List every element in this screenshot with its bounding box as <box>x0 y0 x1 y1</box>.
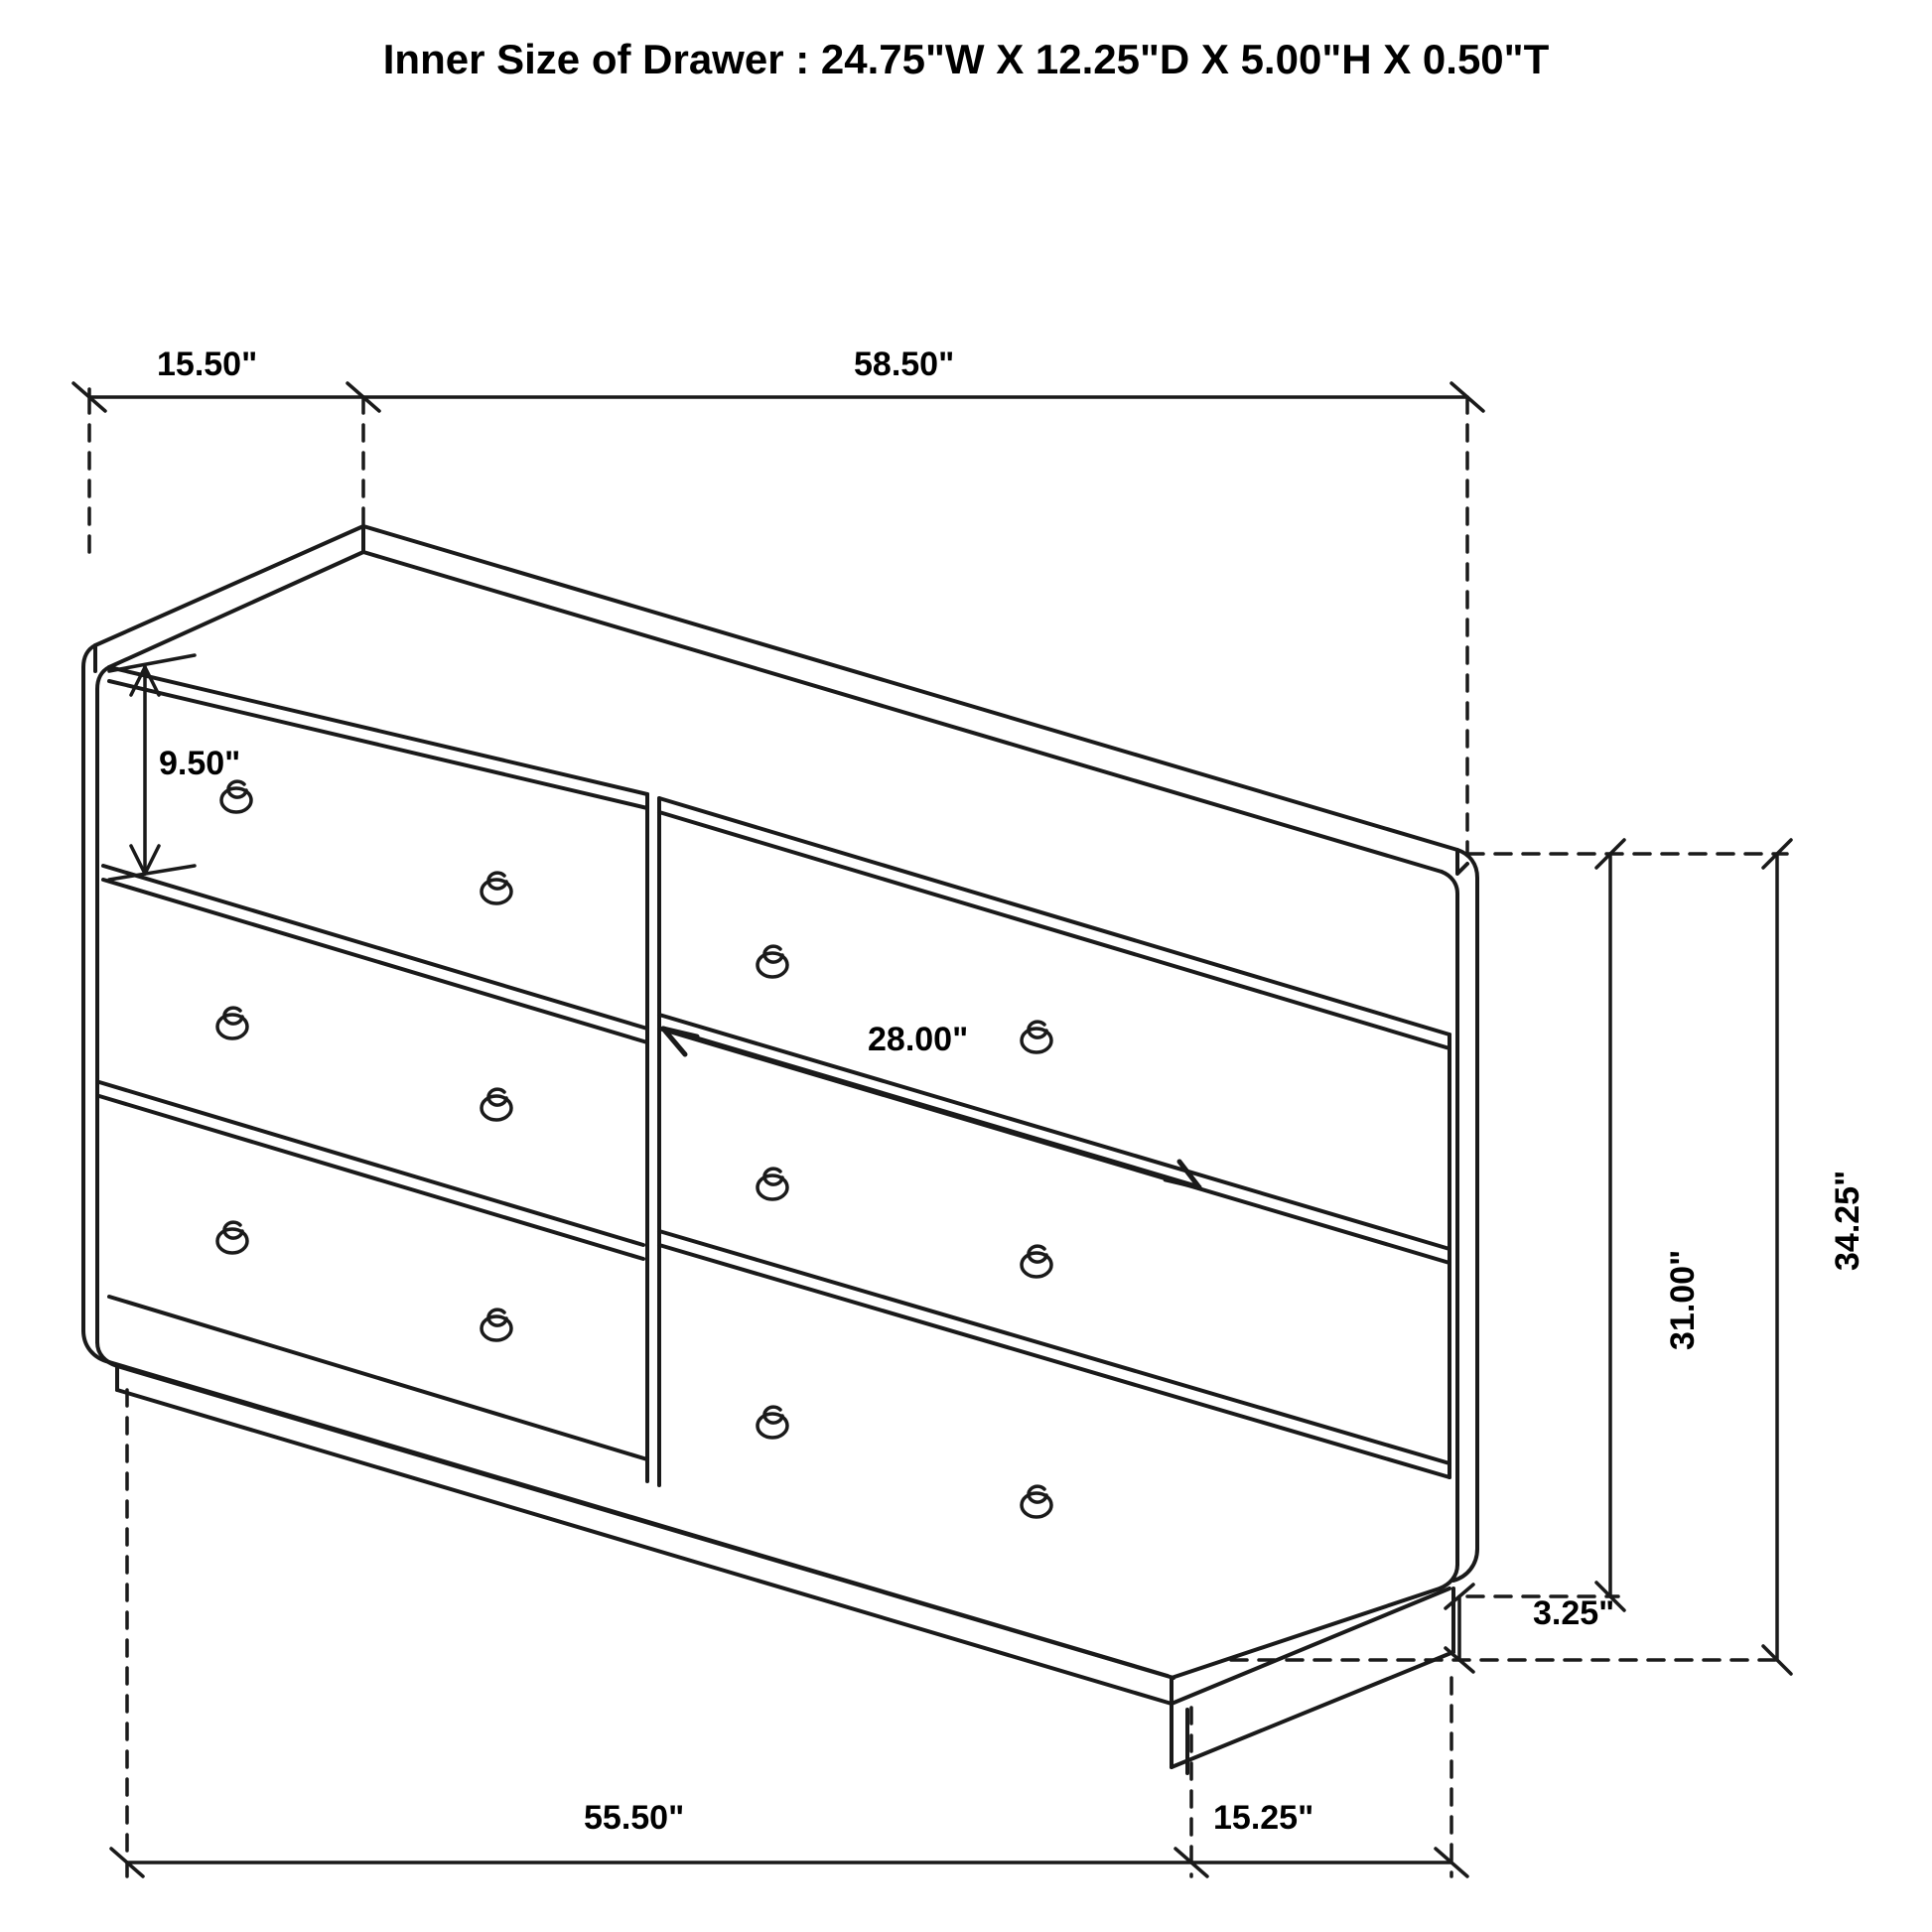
dimension-label-overall-height: 34.25" <box>1829 1170 1866 1271</box>
dimension-label-top-width: 58.50" <box>854 345 955 383</box>
dimension-label-cabinet-height: 31.00" <box>1664 1249 1702 1350</box>
dimension-label-plinth-height: 3.25" <box>1533 1594 1615 1632</box>
dimension-label-drawer-width: 28.00" <box>868 1021 969 1058</box>
dimension-label-top-depth: 15.50" <box>157 345 258 383</box>
dimension-label-base-width: 55.50" <box>584 1799 685 1837</box>
dimension-label-drawer-height: 9.50" <box>159 745 241 782</box>
dimension-label-base-depth: 15.25" <box>1213 1799 1314 1837</box>
page-title: Inner Size of Drawer : 24.75"W X 12.25"D X 5.00"H X 0.50"T <box>382 36 1550 82</box>
